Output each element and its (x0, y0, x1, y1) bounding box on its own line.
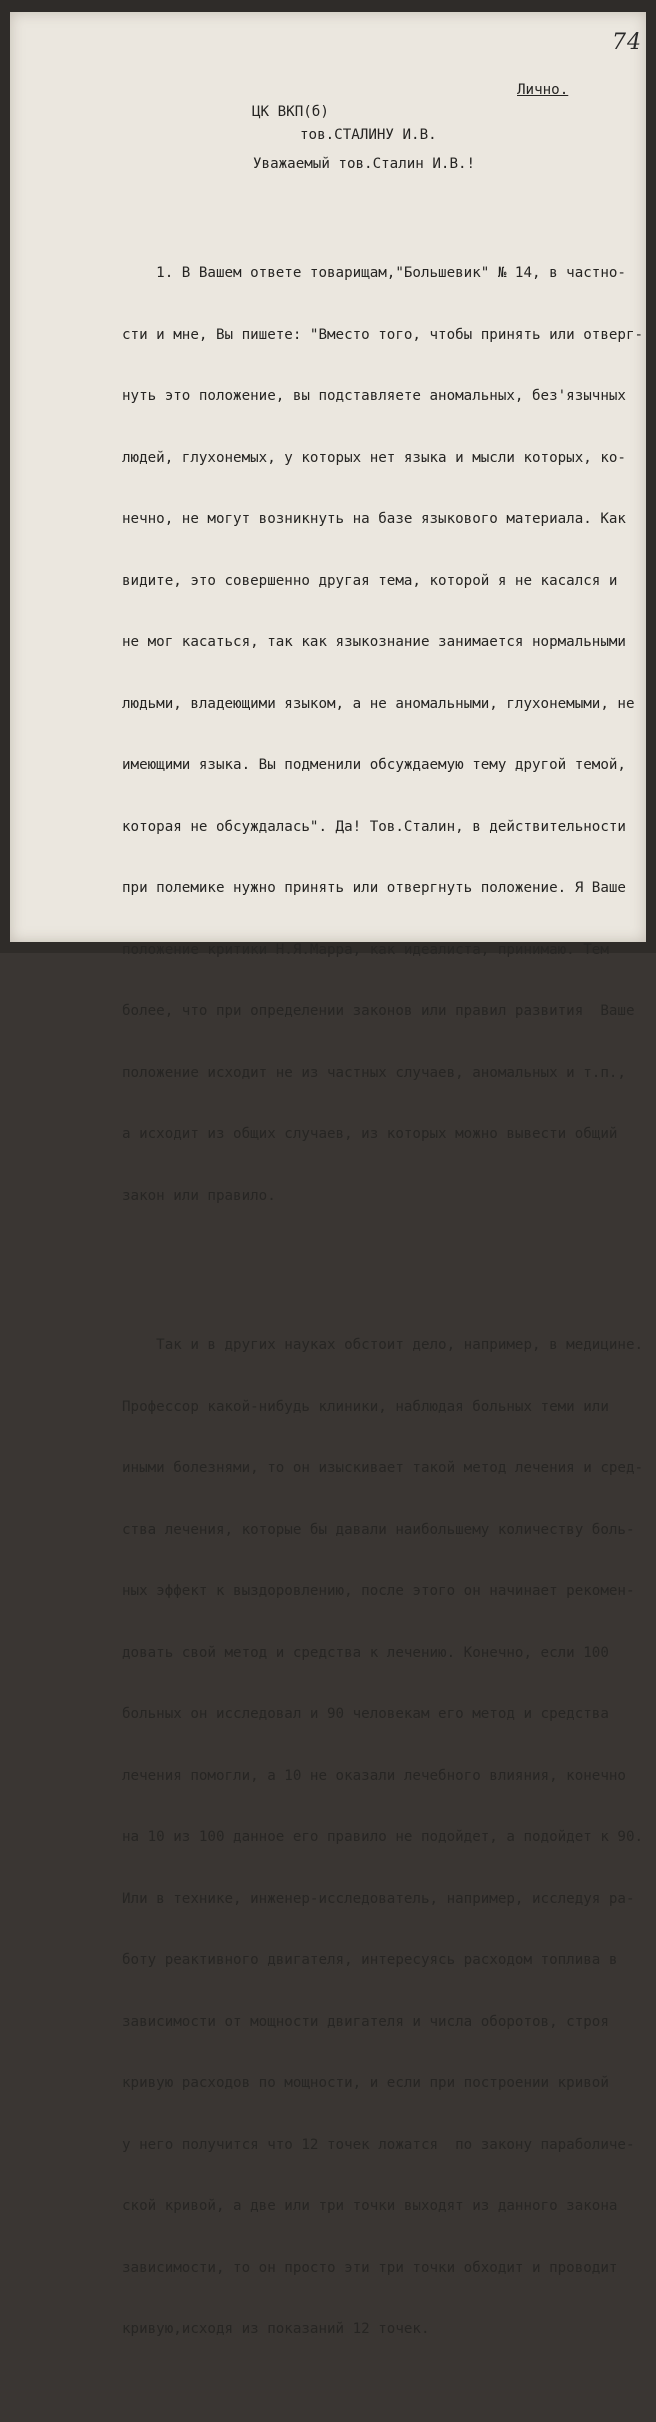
text-line: при полемике нужно принять или отвергнуть положение. Я Ваше (122, 880, 626, 896)
text-line: положение критики Н.Я.Марра, как идеалиста, принимаю. Тем (122, 941, 609, 958)
text-line: ства лечения, которые бы давали наибольшему количеству боль- (122, 1521, 635, 1538)
text-line: сти и мне, Вы пишете: "Вместо того, чтобы принять или отверг- (122, 326, 644, 343)
text-line: не мог касаться, так как языкознание занимается нормальными (122, 634, 626, 650)
text-line: зависимости, то он просто эти три точки обходит и проводит (122, 2259, 618, 2276)
letter-body (122, 181, 643, 2422)
text-line: более, что при определении законов или правил развития Ваше (122, 1003, 635, 1019)
text-line: людьми, владеющими языком, а не аномальными, глухонемыми, не (122, 695, 635, 712)
addressee-organization: ЦК ВКП(б) (252, 104, 329, 120)
text-line: 1. В Вашем ответе товарищам,"Большевик" № 14, в частно- (122, 265, 626, 281)
text-line: нуть это положение, вы подставляете аномальных, без'язычных (122, 388, 626, 404)
salutation: Уважаемый тов.Сталин И.В.! (253, 156, 476, 172)
addressee-person: тов.СТАЛИНУ И.В. (300, 127, 437, 143)
text-line: у него получится что 12 точек ложатся по закону параболиче- (122, 2136, 635, 2153)
text-line: людей, глухонемых, у которых нет языка и мысли которых, ко- (122, 449, 626, 466)
text-line: больных он исследовал и 90 человекам его метод и средства (122, 1706, 609, 1722)
text-line: на 10 из 100 данное его правило не подойдет, а подойдет к 90. (122, 1829, 644, 1845)
text-line: кривую,исходя из показаний 12 точек. (122, 2321, 430, 2337)
handwritten-page-number: 74 (612, 30, 642, 55)
text-line: положение исходит не из частных случаев, аномальных и т.п., (122, 1064, 626, 1081)
text-line: нечно, не могут возникнуть на базе языкового материала. Как (122, 511, 626, 527)
text-line: лечения помогли, а 10 не оказали лечебного влияния, конечно (122, 1767, 626, 1784)
text-line: видите, это совершенно другая тема, которой я не касался и (122, 572, 618, 589)
text-line: а исходит из общих случаев, из которых можно вывести общий (122, 1126, 618, 1142)
text-line: Так и в других науках обстоит дело, например, в медицине. (122, 1337, 644, 1353)
confidential-marker: Лично. (517, 82, 569, 98)
text-line: ных эффект к выздоровлению, после этого он начинает рекомен- (122, 1583, 635, 1599)
text-line: зависимости от мощности двигателя и числа оборотов, строя (122, 2013, 609, 2030)
text-line: боту реактивного двигателя, интересуясь расходом топлива в (122, 1952, 618, 1968)
text-line: закон или правило. (122, 1187, 276, 1204)
text-line: ской кривой, а две или три точки выходят из данного закона (122, 2198, 618, 2214)
text-line: которая не обсуждалась". Да! Тов.Сталин, в действительности (122, 818, 626, 835)
text-line: имеющими языка. Вы подменили обсуждаемую тему другой темой, (122, 757, 626, 773)
text-line: Или в технике, инженер-исследователь, например, исследуя ра- (122, 1890, 635, 1907)
text-line: довать свой метод и средства к лечению. Конечно, если 100 (122, 1644, 609, 1661)
text-line: иными болезнями, то он изыскивает такой метод лечения и сред- (122, 1460, 644, 1476)
text-line: кривую расходов по мощности, и если при построении кривой (122, 2075, 609, 2091)
paragraph-1 (122, 222, 643, 1247)
text-line: Профессор какой-нибудь клиники, наблюдая больных теми или (122, 1398, 609, 1415)
paragraph-2 (122, 1294, 643, 2381)
